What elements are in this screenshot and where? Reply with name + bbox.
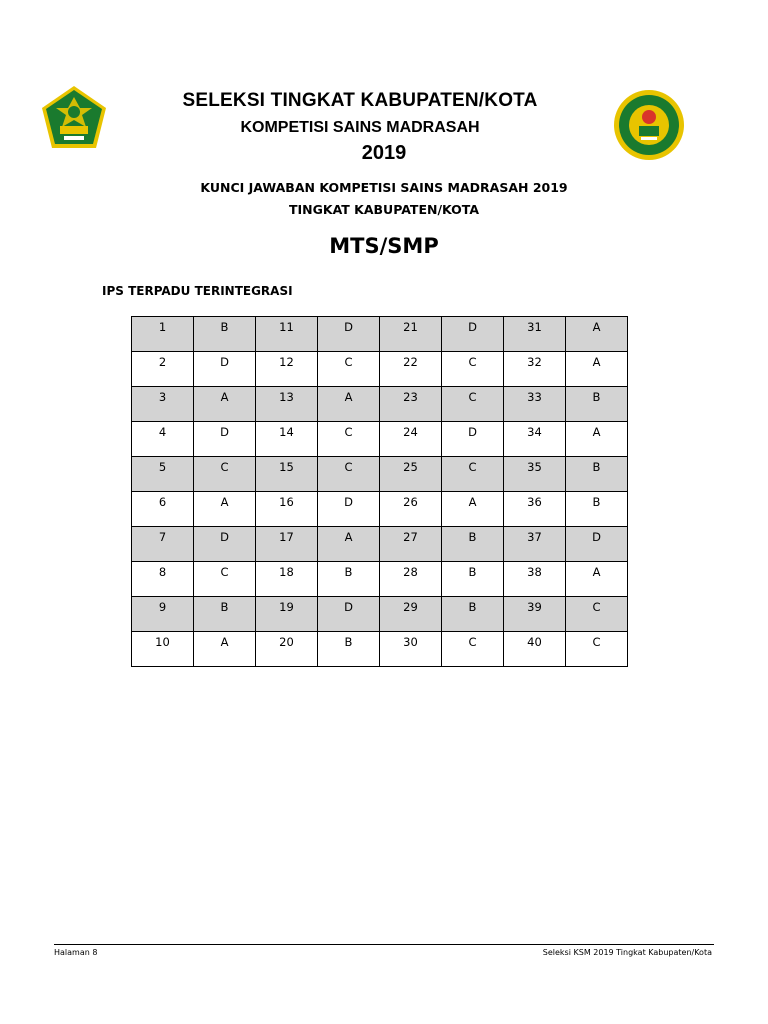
doc-line-2: TINGKAT KABUPATEN/KOTA <box>289 202 479 217</box>
answer-cell: A <box>194 632 256 667</box>
question-number-cell: 5 <box>132 457 194 492</box>
question-number-cell: 29 <box>380 597 442 632</box>
question-number-cell: 18 <box>256 562 318 597</box>
question-number-cell: 15 <box>256 457 318 492</box>
question-number-cell: 38 <box>504 562 566 597</box>
answer-cell: A <box>318 527 380 562</box>
table-row <box>132 597 628 632</box>
answer-cell: B <box>566 457 628 492</box>
answer-cell: B <box>442 527 504 562</box>
question-number-cell: 16 <box>256 492 318 527</box>
table-row <box>132 422 628 457</box>
question-number-cell: 12 <box>256 352 318 387</box>
question-number-cell: 3 <box>132 387 194 422</box>
answer-cell: D <box>442 317 504 352</box>
question-number-cell: 21 <box>380 317 442 352</box>
question-number-cell: 9 <box>132 597 194 632</box>
question-number-cell: 10 <box>132 632 194 667</box>
answer-cell: D <box>194 527 256 562</box>
question-number-cell: 27 <box>380 527 442 562</box>
answer-cell: D <box>318 317 380 352</box>
question-number-cell: 25 <box>380 457 442 492</box>
answer-cell: D <box>194 352 256 387</box>
answer-cell: C <box>318 352 380 387</box>
question-number-cell: 28 <box>380 562 442 597</box>
question-number-cell: 20 <box>256 632 318 667</box>
answer-cell: D <box>194 422 256 457</box>
answer-cell: A <box>442 492 504 527</box>
question-number-cell: 24 <box>380 422 442 457</box>
question-number-cell: 35 <box>504 457 566 492</box>
question-number-cell: 34 <box>504 422 566 457</box>
question-number-cell: 6 <box>132 492 194 527</box>
question-number-cell: 30 <box>380 632 442 667</box>
answer-cell: B <box>566 387 628 422</box>
answer-cell: A <box>194 492 256 527</box>
page-subtitle: KOMPETISI SAINS MADRASAH <box>240 119 480 136</box>
question-number-cell: 33 <box>504 387 566 422</box>
answer-cell: D <box>442 422 504 457</box>
answer-key-table <box>131 316 628 667</box>
footer-page-number: Halaman 8 <box>54 948 98 957</box>
answer-cell: A <box>566 317 628 352</box>
question-number-cell: 39 <box>504 597 566 632</box>
table-row <box>132 562 628 597</box>
question-number-cell: 7 <box>132 527 194 562</box>
answer-cell: B <box>318 632 380 667</box>
answer-cell: C <box>442 352 504 387</box>
answer-cell: B <box>318 562 380 597</box>
school-level: MTS/SMP <box>329 234 439 258</box>
answer-cell: D <box>566 527 628 562</box>
answer-cell: C <box>194 562 256 597</box>
question-number-cell: 36 <box>504 492 566 527</box>
question-number-cell: 2 <box>132 352 194 387</box>
answer-cell: B <box>194 317 256 352</box>
answer-cell: C <box>442 632 504 667</box>
footer-doc-title: Seleksi KSM 2019 Tingkat Kabupaten/Kota <box>542 948 712 957</box>
answer-cell: A <box>566 422 628 457</box>
answer-cell: C <box>442 387 504 422</box>
table-row <box>132 632 628 667</box>
subject-label: IPS TERPADU TERINTEGRASI <box>102 284 293 298</box>
answer-cell: C <box>194 457 256 492</box>
answer-cell: A <box>566 562 628 597</box>
question-number-cell: 40 <box>504 632 566 667</box>
answer-cell: D <box>318 492 380 527</box>
question-number-cell: 1 <box>132 317 194 352</box>
answer-cell: C <box>318 422 380 457</box>
table-row <box>132 457 628 492</box>
answer-cell: A <box>318 387 380 422</box>
answer-cell: A <box>566 352 628 387</box>
question-number-cell: 13 <box>256 387 318 422</box>
question-number-cell: 4 <box>132 422 194 457</box>
page-year: 2019 <box>361 142 407 164</box>
question-number-cell: 11 <box>256 317 318 352</box>
answer-cell: B <box>442 597 504 632</box>
answer-cell: C <box>566 597 628 632</box>
answer-cell: C <box>442 457 504 492</box>
table-row <box>132 387 628 422</box>
answer-cell: C <box>318 457 380 492</box>
table-row <box>132 352 628 387</box>
footer-divider <box>54 944 714 945</box>
question-number-cell: 31 <box>504 317 566 352</box>
answer-cell: D <box>318 597 380 632</box>
question-number-cell: 22 <box>380 352 442 387</box>
answer-cell: B <box>442 562 504 597</box>
question-number-cell: 32 <box>504 352 566 387</box>
answer-cell: B <box>194 597 256 632</box>
question-number-cell: 23 <box>380 387 442 422</box>
page-title: SELEKSI TINGKAT KABUPATEN/KOTA <box>182 90 538 111</box>
doc-line-1: KUNCI JAWABAN KOMPETISI SAINS MADRASAH 2019 <box>200 180 568 195</box>
answer-cell: C <box>566 632 628 667</box>
question-number-cell: 37 <box>504 527 566 562</box>
table-row <box>132 317 628 352</box>
answer-cell: B <box>566 492 628 527</box>
answer-cell: A <box>194 387 256 422</box>
question-number-cell: 17 <box>256 527 318 562</box>
question-number-cell: 19 <box>256 597 318 632</box>
question-number-cell: 26 <box>380 492 442 527</box>
question-number-cell: 14 <box>256 422 318 457</box>
table-row <box>132 527 628 562</box>
table-row <box>132 492 628 527</box>
question-number-cell: 8 <box>132 562 194 597</box>
